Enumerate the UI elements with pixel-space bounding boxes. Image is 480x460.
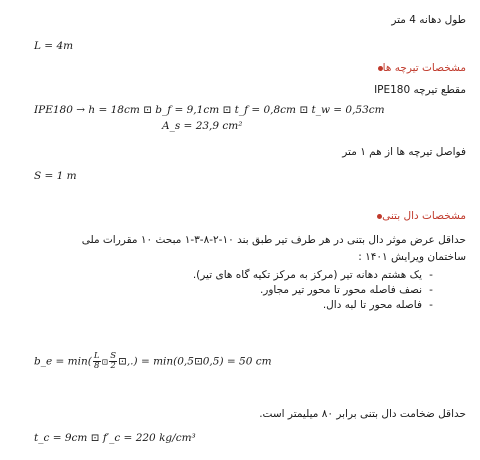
slab-section-title bbox=[369, 210, 466, 222]
slab-paragraph-line1: حداقل عرض موثر دال بتنی در هر طرف تیر طبق بند ۱۰-۲-۸-۳-۱ مبحث ۱۰ مقررات ملی bbox=[81, 234, 466, 246]
joist-spacing-formula: S = 1 m bbox=[34, 170, 77, 182]
joist-spacing-text: فواصل تیرچه ها از هم ۱ متر bbox=[342, 146, 466, 158]
fraction-s-over-2: $\frac{S}{2}$ bbox=[110, 351, 117, 371]
slab-paragraph-line2: ساختمان ویرایش ۱۴۰۱ : bbox=[358, 251, 466, 263]
effective-width-criteria-list bbox=[193, 268, 440, 313]
list-item: -فاصله محور تا لبه دال. bbox=[193, 298, 440, 313]
joist-section-title-text: مشخصات تیرچه ها bbox=[382, 62, 466, 74]
joist-section-label: مقطع تیرچه IPE180 bbox=[374, 84, 466, 96]
joist-props-line1: IPE180 → h = 18cm ⊡ b_f = 9,1cm ⊡ t_f = 0,8cm ⊡ t_w = 0,53cm bbox=[34, 104, 385, 116]
slab-thickness-text: حداقل ضخامت دال بتنی برابر ۸۰ میلیمتر است. bbox=[259, 408, 466, 420]
list-item: -نصف فاصله محور تا محور تیر مجاور. bbox=[193, 283, 440, 298]
dash-icon: - bbox=[429, 299, 433, 311]
list-item: -یک هشتم دهانه تیر (مرکز به مرکز تکیه گاه های تیر). bbox=[193, 268, 440, 283]
slab-section-title-text: مشخصات دال بتنی bbox=[382, 210, 466, 222]
span-formula: L = 4m bbox=[34, 40, 74, 52]
dash-icon: - bbox=[429, 284, 433, 296]
span-heading: طول دهانه 4 متر bbox=[391, 14, 466, 26]
dash-icon: - bbox=[429, 269, 433, 281]
joist-props-line2: A_s = 23,9 cm² bbox=[162, 120, 243, 132]
effective-width-formula: b_e = min( $\frac{L}{8}$ ⊡ $\frac{S}{2}$ ⊡,.) = min(0,5⊡0,5) = 50 cm bbox=[34, 351, 272, 371]
joist-section-title bbox=[370, 62, 466, 74]
slab-thickness-formula: t_c = 9cm ⊡ f′_c = 220 kg/cm³ bbox=[34, 432, 196, 444]
fraction-l-over-8: $\frac{L}{8}$ bbox=[93, 351, 100, 371]
